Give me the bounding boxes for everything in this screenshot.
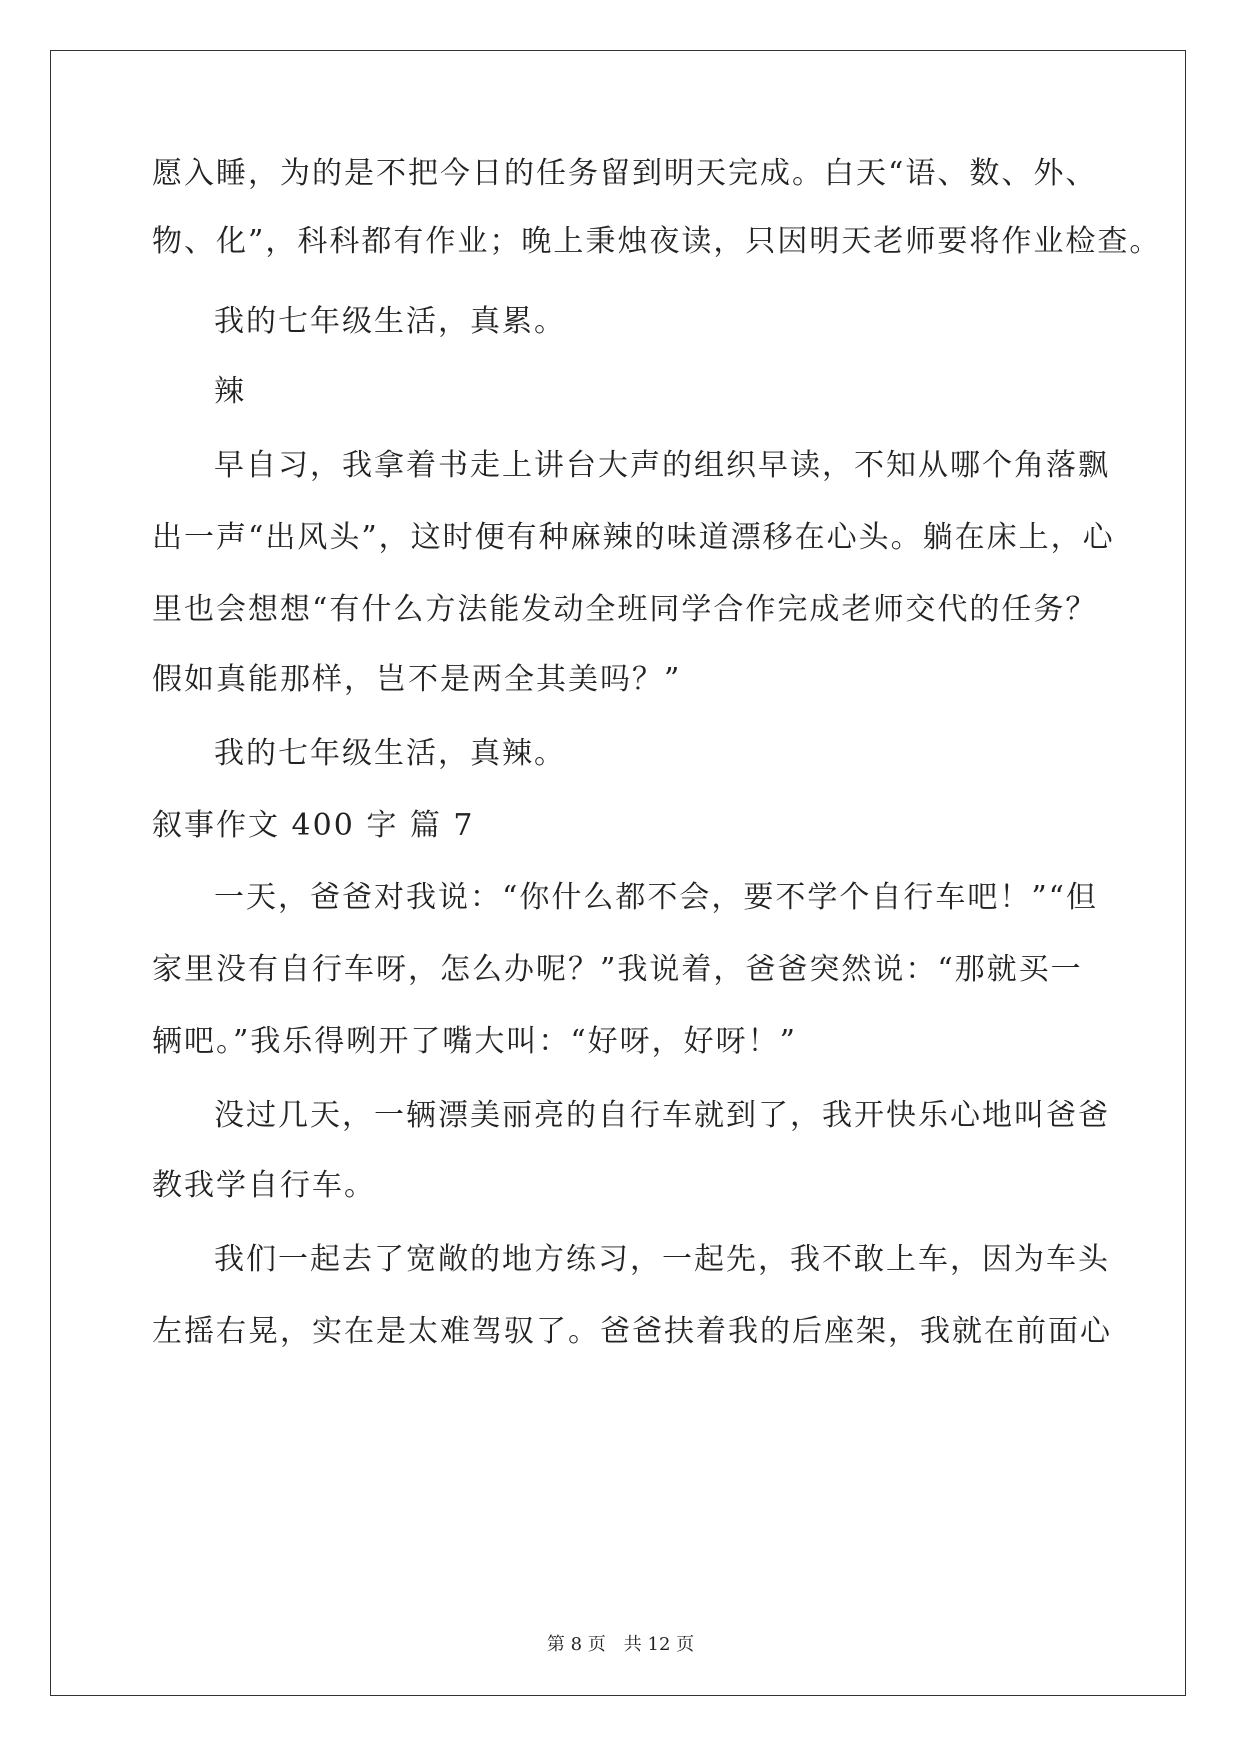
essay-title: 叙事作文 400 字 篇 7 — [152, 808, 475, 843]
paragraph-line: 没过几天，一辆漂美丽亮的自行车就到了，我开快乐心地叫爸爸 — [214, 1098, 1110, 1133]
paragraph-line: 里也会想想“有什么方法能发动全班同学合作完成老师交代的任务？ — [152, 592, 1098, 627]
paragraph-line: 早自习，我拿着书走上讲台大声的组织早读，不知从哪个角落飘 — [214, 448, 1110, 483]
paragraph-line: 辆吧。”我乐得咧开了嘴大叫：“好呀，好呀！” — [152, 1024, 798, 1059]
page-number: 第 8 页 共 12 页 — [546, 1634, 695, 1655]
paragraph-line: 家里没有自行车呀，怎么办呢？”我说着，爸爸突然说：“那就买一 — [152, 952, 1083, 987]
paragraph-line: 教我学自行车。 — [152, 1168, 376, 1203]
paragraph-line: 我们一起去了宽敞的地方练习，一起先，我不敢上车，因为车头 — [214, 1242, 1110, 1277]
text-line-2: 物、化”，科科都有作业；晚上秉烛夜读，只因明天老师要将作业检查。 — [152, 224, 1162, 259]
paragraph-line: 左摇右晃，实在是太难驾驭了。爸爸扶着我的后座架，我就在前面心 — [152, 1314, 1112, 1349]
paragraph-line: 我的七年级生活，真累。 — [214, 304, 566, 339]
text-line-1: 愿入睡，为的是不把今日的任务留到明天完成。白天“语、数、外、 — [152, 156, 1098, 191]
section-heading-spicy: 辣 — [214, 374, 246, 409]
paragraph-line: 我的七年级生活，真辣。 — [214, 736, 566, 771]
page-footer — [0, 1633, 1241, 1657]
page-border — [50, 50, 1186, 1696]
paragraph-line: 一天，爸爸对我说：“你什么都不会，要不学个自行车吧！”“但 — [214, 880, 1099, 915]
paragraph-line: 出一声“出风头”，这时便有种麻辣的味道漂移在心头。躺在床上，心 — [152, 520, 1115, 555]
paragraph-line: 假如真能那样，岂不是两全其美吗？” — [152, 662, 682, 697]
